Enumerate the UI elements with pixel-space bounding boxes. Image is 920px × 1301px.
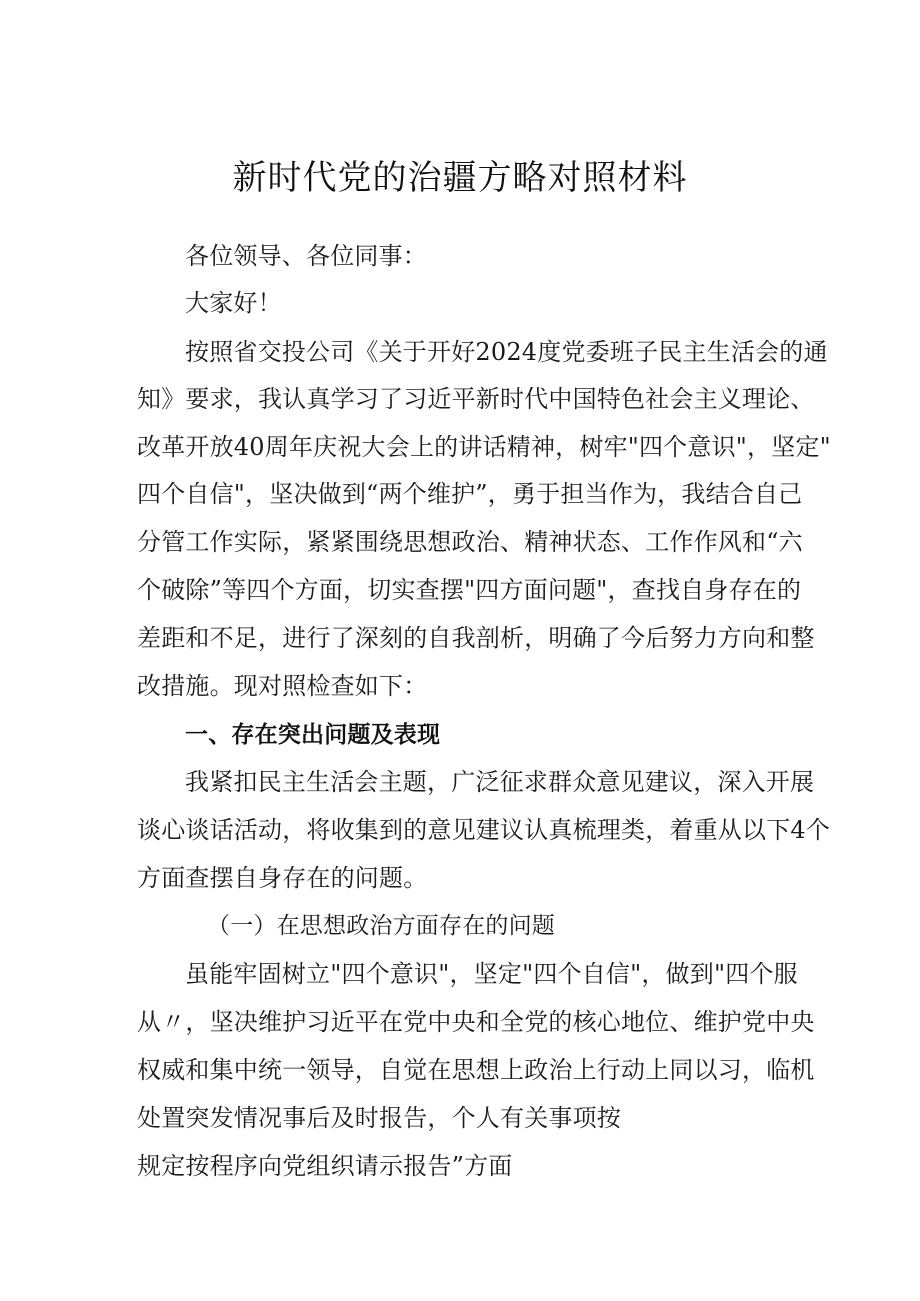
intro-line-3: 改革开放40周年庆祝大会上的讲话精神，树牢"四个意识"，坚定" xyxy=(137,433,831,461)
intro-line-8: 改措施。现对照检查如下： xyxy=(137,672,428,700)
subsection1-line-3: 权威和集中统一领导，自觉在思想上政治上行动上同以习，临机 xyxy=(137,1056,815,1084)
section1-line-1: 我紧扣民主生活会主题，广泛征求群众意见建议，深入开展 xyxy=(185,768,815,796)
intro-line-6: 个破除”等四个方面，切实查摆"四方面问题"，查找自身存在的 xyxy=(137,576,802,604)
subsection-heading-1: （一）在思想政治方面存在的问题 xyxy=(207,913,555,939)
intro-line-7: 差距和不足，进行了深刻的自我剖析，明确了今后努力方向和整 xyxy=(137,624,815,652)
intro-line-5: 分管工作实际，紧紧围绕思想政治、精神状态、工作作风和“六 xyxy=(137,528,803,556)
intro-line-1: 按照省交投公司《关于开好2024度党委班子民主生活会的通 xyxy=(185,338,828,366)
subsection1-line-5: 规定按程序向党组织请示报告”方面 xyxy=(137,1152,513,1180)
intro-line-2: 知》要求，我认真学习了习近平新时代中国特色社会主义理论、 xyxy=(137,385,815,413)
subsection1-line-4: 处置突发情况事后及时报告，个人有关事项按 xyxy=(137,1104,621,1132)
intro-line-4: 四个自信"，坚决做到“两个维护”，勇于担当作为，我结合自己 xyxy=(137,480,803,508)
subsection1-line-1: 虽能牢固树立"四个意识"，坚定"四个自信"，做到"四个服 xyxy=(185,960,798,988)
subsection1-line-2: 从〃，坚决维护习近平在党中央和全党的核心地位、维护党中央 xyxy=(137,1008,815,1036)
section1-line-2: 谈心谈话活动，将收集到的意见建议认真梳理类，着重从以下4个 xyxy=(137,816,831,844)
document-title: 新时代党的治疆方略对照材料 xyxy=(232,158,688,198)
salutation: 各位领导、各位同事： xyxy=(185,242,427,270)
greeting: 大家好！ xyxy=(185,289,282,317)
section1-line-3: 方面查摆自身存在的问题。 xyxy=(137,864,428,892)
section-heading-1: 一、存在突出问题及表现 xyxy=(185,722,441,748)
